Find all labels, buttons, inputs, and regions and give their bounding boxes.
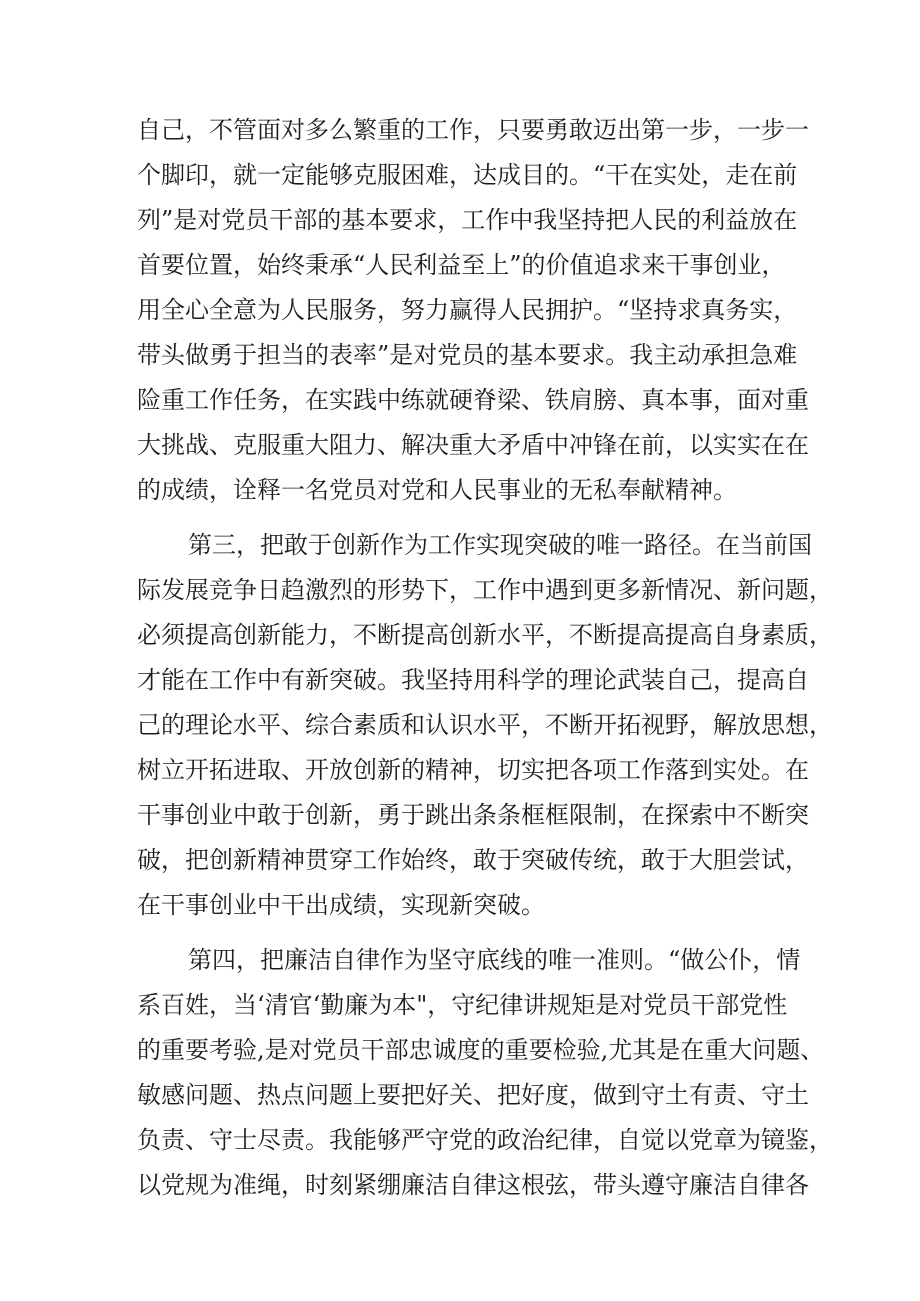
text-line: 带头做勇于担当的表率”是对党员的基本要求。我主动承担急难 — [137, 341, 798, 369]
text-line: 个脚印，就一定能够克服困难，达成目的。“干在实处，走在前 — [137, 161, 798, 189]
text-line: 负责、守士尽责。我能够严守党的政治纪律，自觉以党章为镜鉴， — [137, 1126, 833, 1154]
text-line: 际发展竞争日趋激烈的形势下，工作中遇到更多新情况、新问题， — [137, 576, 833, 604]
text-line: 才能在工作中有新突破。我坚持用科学的理论武装自己，提高自 — [137, 666, 809, 694]
text-line: 在干事创业中干出成绩，实现新突破。 — [137, 891, 545, 919]
text-line: 敏感问题、热点问题上要把好关、把好度，做到守土有责、守土 — [137, 1081, 809, 1109]
text-line: 大挑战、克服重大阻力、解决重大矛盾中冲锋在前，以实实在在 — [137, 431, 809, 459]
text-line: 系百姓，当‘清官‘勤廉为本"，守纪律讲规矩是对党员干部党性 — [137, 991, 788, 1019]
text-line: 树立开拓进取、开放创新的精神，切实把各项工作落到实处。在 — [137, 756, 809, 784]
paragraph-start-line: 第四，把廉洁自律作为坚守底线的唯一准则。“做公仆，情 — [188, 946, 801, 974]
text-line: 必须提高创新能力，不断提高创新水平，不断提高提高自身素质， — [137, 621, 833, 649]
text-line: 以党规为准绳，时刻紧绷廉洁自律这根弦，带头遵守廉洁自律各 — [137, 1171, 809, 1199]
text-line: 自己，不管面对多么繁重的工作，只要勇敢迈出第一步，一步一 — [137, 116, 809, 144]
text-line: 列”是对党员干部的基本要求，工作中我坚持把人民的利益放在 — [137, 206, 798, 234]
text-line: 的成绩，诠释一名党员对党和人民事业的无私奉献精神。 — [137, 476, 737, 504]
text-line: 用全心全意为人民服务，努力赢得人民拥护。“坚持求真务实， — [137, 296, 798, 324]
text-line: 险重工作任务，在实践中练就硬脊梁、铁肩膀、真本事，面对重 — [137, 386, 809, 414]
text-line: 干事创业中敢于创新，勇于跳出条条框框限制，在探索中不断突 — [137, 801, 809, 829]
paragraph-start-line: 第三，把敢于创新作为工作实现突破的唯一路径。在当前国 — [188, 531, 812, 559]
text-line: 的重要考验,是对党员干部忠诚度的重要检验,尤其是在重大问题、 — [137, 1036, 825, 1064]
text-line: 己的理论水平、综合素质和认识水平，不断开拓视野，解放思想， — [137, 711, 833, 739]
text-line: 首要位置，始终秉承“人民利益至上”的价值追求来干事创业， — [137, 251, 786, 279]
text-line: 破，把创新精神贯穿工作始终，敢于突破传统，敢于大胆尝试， — [137, 846, 809, 874]
